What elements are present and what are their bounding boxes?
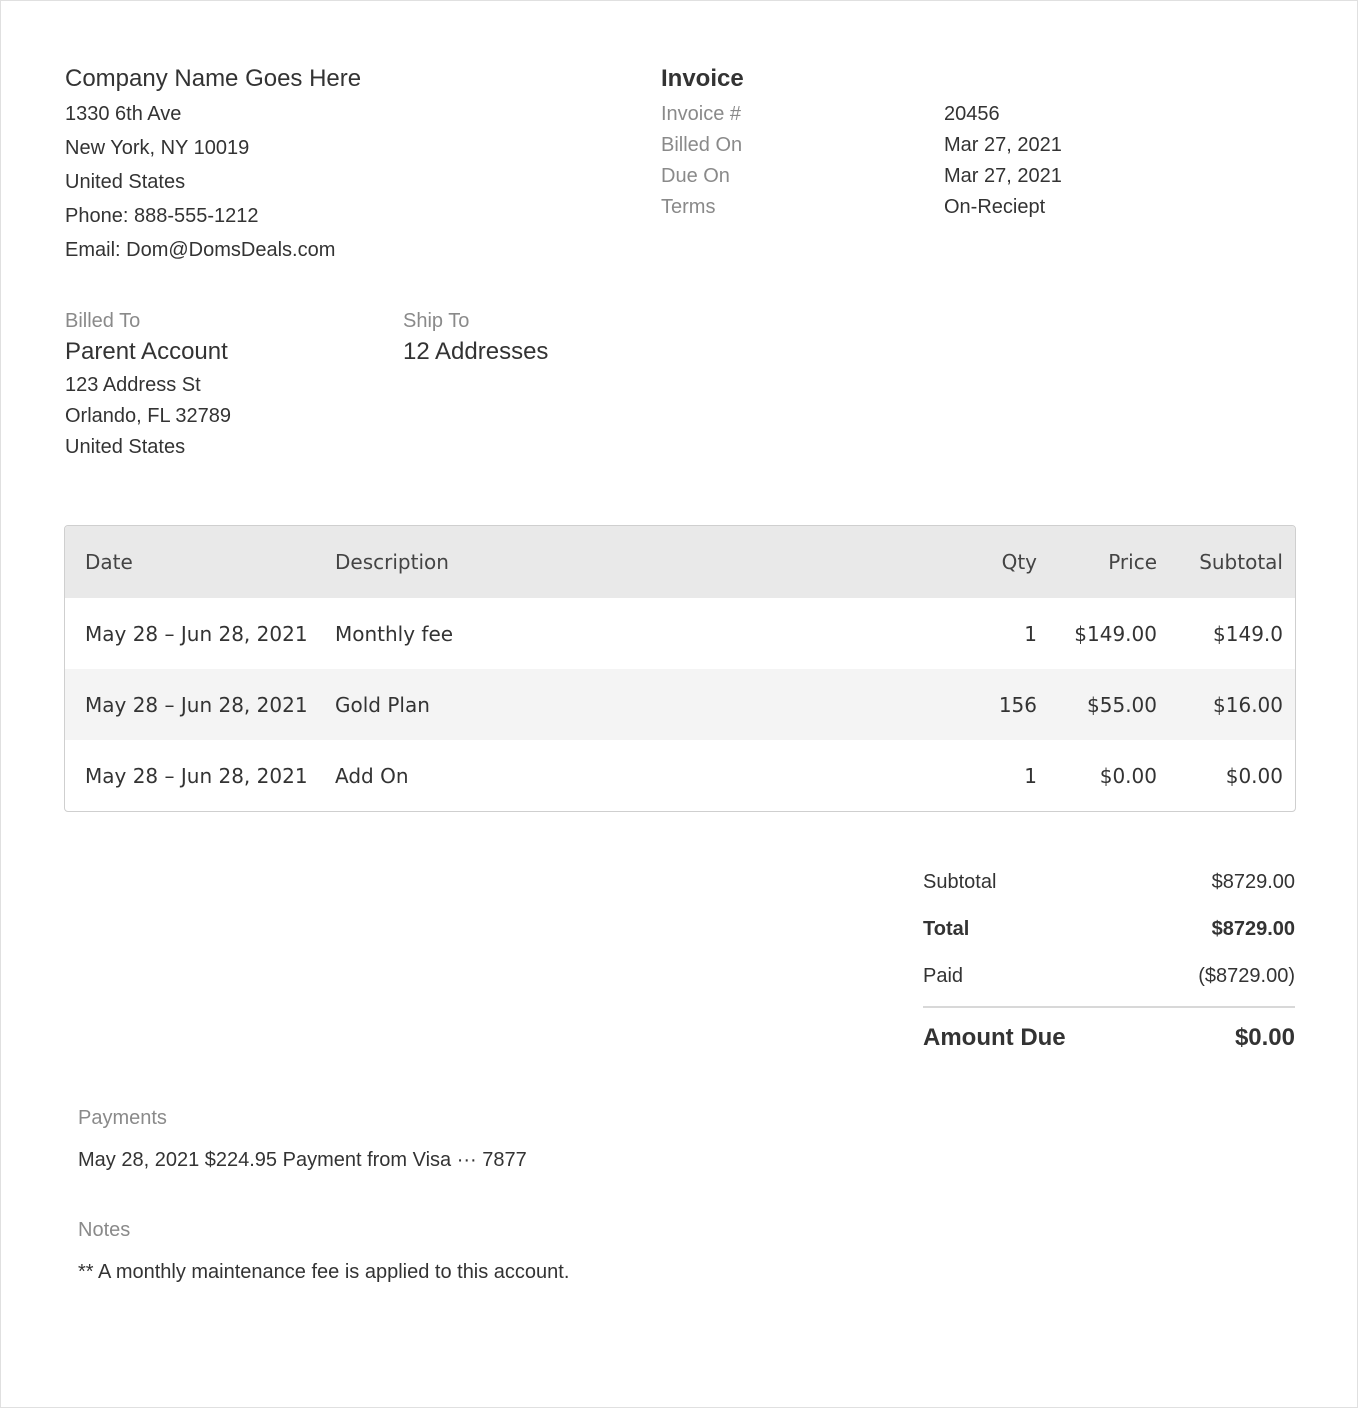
- header-qty: Qty: [1001, 550, 1037, 574]
- billed-to-name: Parent Account: [65, 338, 228, 365]
- row-date: May 28 – Jun 28, 2021: [85, 763, 308, 788]
- terms-value: On-Reciept: [944, 196, 1046, 218]
- terms-row: [661, 192, 1301, 223]
- billed-on-value: Mar 27, 2021: [944, 134, 1062, 156]
- row-price: $0.00: [1099, 763, 1157, 788]
- amount-due-row: [923, 1014, 1295, 1062]
- total-row: [923, 906, 1295, 953]
- totals-divider: [923, 1006, 1295, 1008]
- total-label: Total: [923, 918, 970, 940]
- row-subtotal: $149.0: [1213, 621, 1283, 646]
- row-description: Monthly fee: [335, 621, 454, 646]
- paid-label: Paid: [923, 965, 964, 987]
- paid-row: [923, 953, 1295, 1000]
- company-email: Email: Dom@DomsDeals.com: [65, 239, 336, 261]
- line-items-table: [64, 525, 1296, 812]
- totals-block: [923, 859, 1295, 1062]
- invoice-meta-block: [661, 63, 1301, 223]
- payment-entry: May 28, 2021 $224.95 Payment from Visa ··· 7877: [78, 1149, 527, 1171]
- terms-label: Terms: [661, 196, 716, 218]
- billed-on-row: [661, 130, 1301, 161]
- row-qty: 156: [998, 692, 1037, 717]
- paid-value: ($8729.00): [1198, 965, 1295, 987]
- row-date: May 28 – Jun 28, 2021: [85, 692, 308, 717]
- billed-to-block: [65, 307, 385, 463]
- invoice-number-label: Invoice #: [661, 103, 742, 125]
- subtotal-label: Subtotal: [923, 871, 997, 893]
- company-country: United States: [65, 171, 186, 193]
- company-address-line2: New York, NY 10019: [65, 137, 250, 159]
- ship-to-label: Ship To: [403, 310, 470, 332]
- company-block: [65, 63, 625, 267]
- row-description: Gold Plan: [335, 692, 430, 717]
- notes-text: ** A monthly maintenance fee is applied to this account.: [78, 1261, 570, 1283]
- notes-label: Notes: [78, 1219, 131, 1241]
- row-qty: 1: [1024, 621, 1037, 646]
- header-description: Description: [335, 550, 449, 574]
- row-description: Add On: [335, 763, 409, 788]
- company-phone: Phone: 888-555-1212: [65, 205, 259, 227]
- ship-to-name: 12 Addresses: [403, 338, 549, 365]
- subtotal-row: [923, 859, 1295, 906]
- billed-to-label: Billed To: [65, 310, 141, 332]
- table-row: [65, 669, 1295, 740]
- row-subtotal: $0.00: [1225, 763, 1283, 788]
- row-qty: 1: [1024, 763, 1037, 788]
- total-value: $8729.00: [1211, 918, 1295, 940]
- table-header-row: [65, 526, 1295, 598]
- billed-to-address-line1: 123 Address St: [65, 374, 201, 396]
- payments-section: [78, 1103, 978, 1175]
- row-date: May 28 – Jun 28, 2021: [85, 621, 308, 646]
- billed-to-country: United States: [65, 436, 186, 458]
- header-price: Price: [1108, 550, 1157, 574]
- billed-on-label: Billed On: [661, 134, 743, 156]
- payments-label: Payments: [78, 1107, 167, 1129]
- notes-section: [78, 1215, 978, 1287]
- company-address-line1: 1330 6th Ave: [65, 103, 182, 125]
- row-price: $55.00: [1087, 692, 1157, 717]
- invoice-number-value: 20456: [944, 103, 1000, 125]
- invoice-title: Invoice: [661, 65, 744, 92]
- ship-to-block: [403, 307, 723, 370]
- due-on-value: Mar 27, 2021: [944, 165, 1062, 187]
- amount-due-label: Amount Due: [923, 1024, 1066, 1051]
- row-subtotal: $16.00: [1213, 692, 1283, 717]
- due-on-label: Due On: [661, 165, 730, 187]
- billed-to-address-line2: Orlando, FL 32789: [65, 405, 232, 427]
- table-row: [65, 740, 1295, 811]
- table-row: [65, 598, 1295, 669]
- subtotal-value: $8729.00: [1211, 871, 1295, 893]
- invoice-number-row: [661, 99, 1301, 130]
- header-date: Date: [85, 550, 133, 574]
- header-subtotal: Subtotal: [1199, 550, 1283, 574]
- amount-due-value: $0.00: [1234, 1024, 1295, 1051]
- due-on-row: [661, 161, 1301, 192]
- company-name: Company Name Goes Here: [65, 65, 362, 92]
- row-price: $149.00: [1074, 621, 1157, 646]
